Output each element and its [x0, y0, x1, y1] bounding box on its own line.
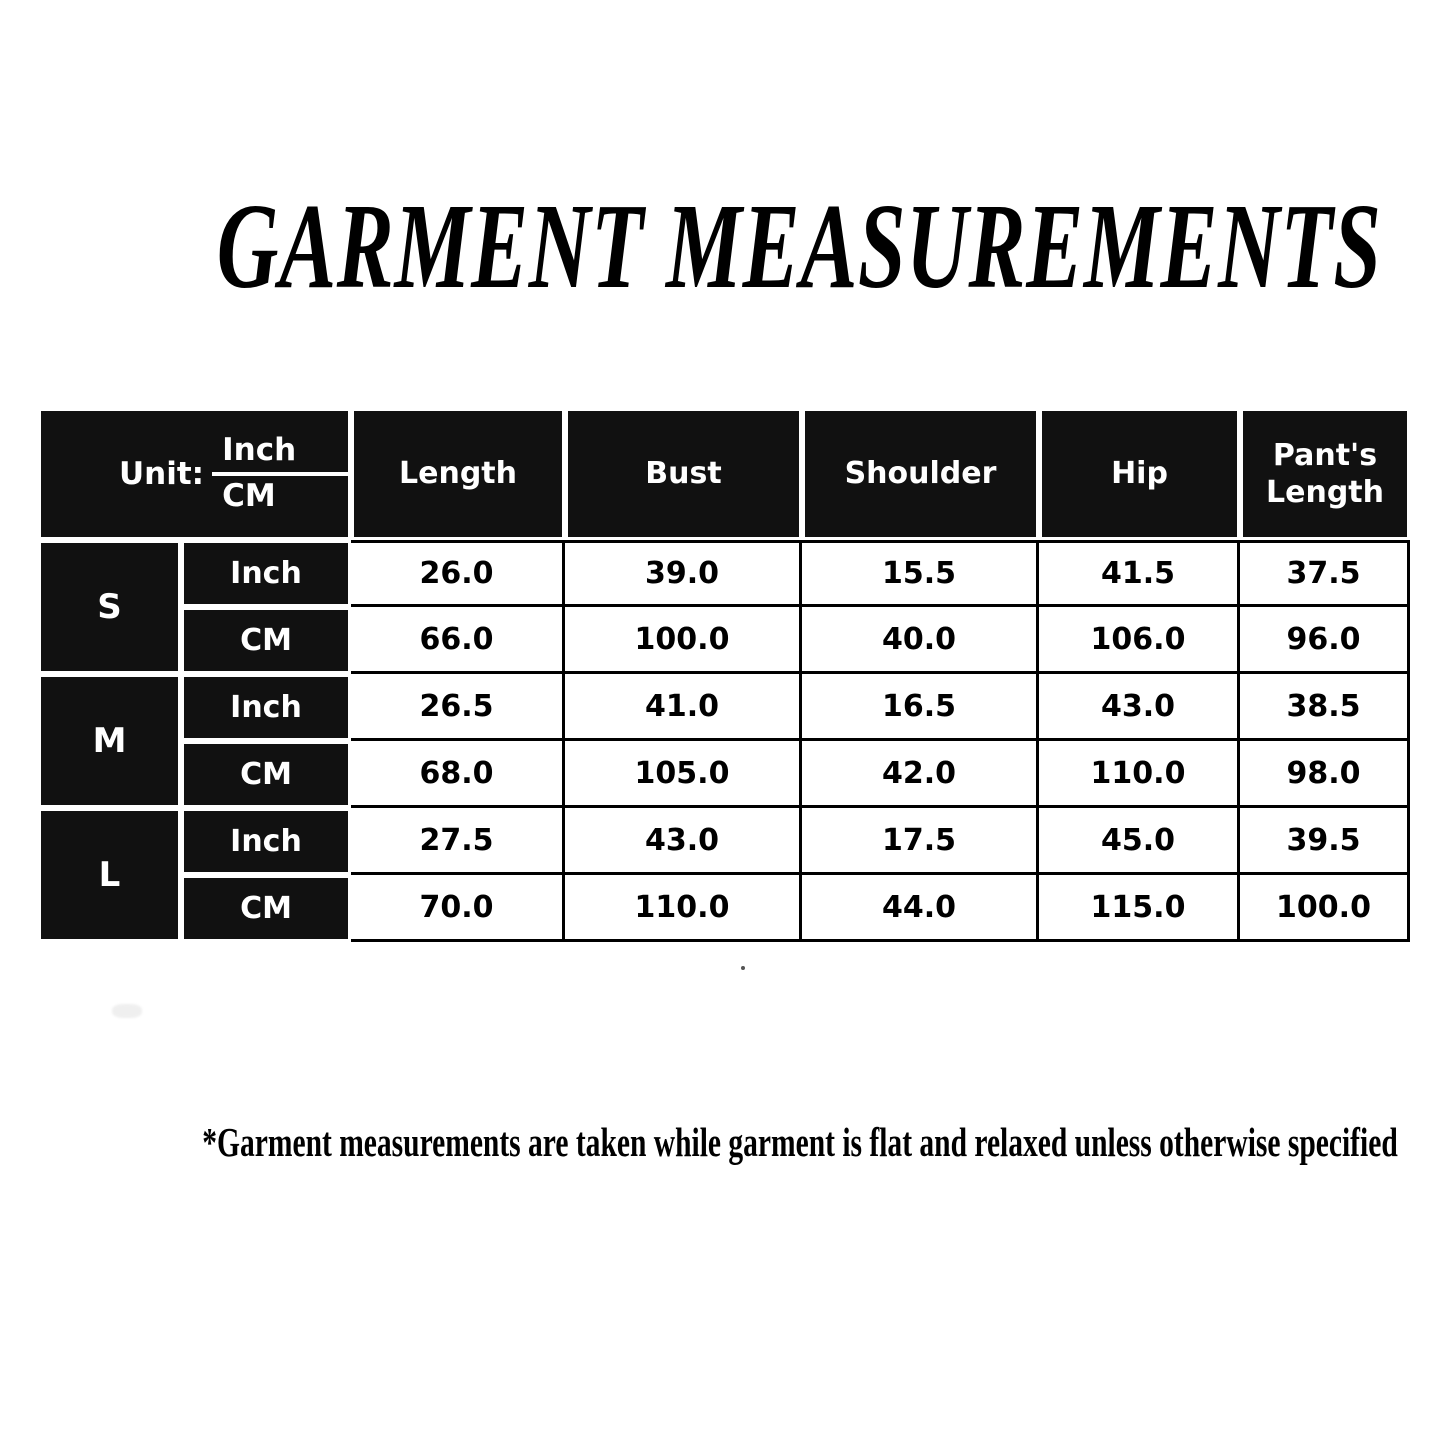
table-row — [38, 540, 1410, 607]
table-row — [38, 808, 1410, 875]
footnote: *Garment measurements are taken while garment is flat and relaxed unless otherwise specified — [202, 1119, 1398, 1165]
measurement-cell: 70.0 — [351, 875, 565, 942]
measurement-cell: 17.5 — [802, 808, 1039, 875]
table-row — [38, 607, 1410, 674]
measurement-cell: 43.0 — [1039, 674, 1240, 741]
column-header-hip: Hip — [1039, 408, 1240, 540]
measurement-cell: 66.0 — [351, 607, 565, 674]
measurement-cell: 100.0 — [1240, 875, 1410, 942]
measurement-cell: 27.5 — [351, 808, 565, 875]
row-unit-label: Inch — [181, 808, 351, 875]
column-header-shoulder: Shoulder — [802, 408, 1039, 540]
measurement-cell: 26.5 — [351, 674, 565, 741]
unit-fraction — [41, 433, 348, 514]
size-cell-l: L — [38, 808, 181, 942]
measurement-cell: 98.0 — [1240, 741, 1410, 808]
column-header-pants-length: Pant's Length — [1240, 408, 1410, 540]
table-row — [38, 741, 1410, 808]
measurement-cell: 39.0 — [565, 540, 802, 607]
measurement-cell: 16.5 — [802, 674, 1039, 741]
row-unit-label: Inch — [181, 540, 351, 607]
measurement-cell: 42.0 — [802, 741, 1039, 808]
measurement-cell: 45.0 — [1039, 808, 1240, 875]
unit-header-cell — [38, 408, 351, 540]
measurement-cell: 40.0 — [802, 607, 1039, 674]
measurement-cell: 43.0 — [565, 808, 802, 875]
size-cell-s: S — [38, 540, 181, 674]
column-header-bust: Bust — [565, 408, 802, 540]
measurement-cell: 115.0 — [1039, 875, 1240, 942]
size-cell-m: M — [38, 674, 181, 808]
unit-fraction-stack — [212, 433, 348, 514]
scan-artifact-smudge — [112, 1004, 142, 1018]
scan-artifact-dot — [741, 966, 745, 970]
measurement-cell: 15.5 — [802, 540, 1039, 607]
unit-cm-label: CM — [222, 478, 276, 514]
column-header-length: Length — [351, 408, 565, 540]
measurement-cell: 44.0 — [802, 875, 1039, 942]
row-unit-label: Inch — [181, 674, 351, 741]
row-unit-label: CM — [181, 607, 351, 674]
measurement-cell: 39.5 — [1240, 808, 1410, 875]
measurement-cell: 110.0 — [565, 875, 802, 942]
unit-inch-label: Inch — [222, 432, 297, 469]
measurement-cell: 105.0 — [565, 741, 802, 808]
fraction-divider-line — [212, 472, 348, 476]
measurement-cell: 68.0 — [351, 741, 565, 808]
unit-label: Unit: — [119, 456, 205, 492]
measurement-cell: 26.0 — [351, 540, 565, 607]
measurement-cell: 100.0 — [565, 607, 802, 674]
measurement-cell: 38.5 — [1240, 674, 1410, 741]
measurement-cell: 37.5 — [1240, 540, 1410, 607]
row-unit-label: CM — [181, 875, 351, 942]
measurement-cell: 41.0 — [565, 674, 802, 741]
table-header-row — [38, 408, 1410, 540]
measurement-cell: 110.0 — [1039, 741, 1240, 808]
measurement-cell: 41.5 — [1039, 540, 1240, 607]
table-row — [38, 875, 1410, 942]
table-row — [38, 674, 1410, 741]
garment-measurements-table — [38, 408, 1410, 942]
measurement-cell: 106.0 — [1039, 607, 1240, 674]
row-unit-label: CM — [181, 741, 351, 808]
measurement-cell: 96.0 — [1240, 607, 1410, 674]
page-title: GARMENT MEASUREMENTS — [216, 179, 1382, 314]
